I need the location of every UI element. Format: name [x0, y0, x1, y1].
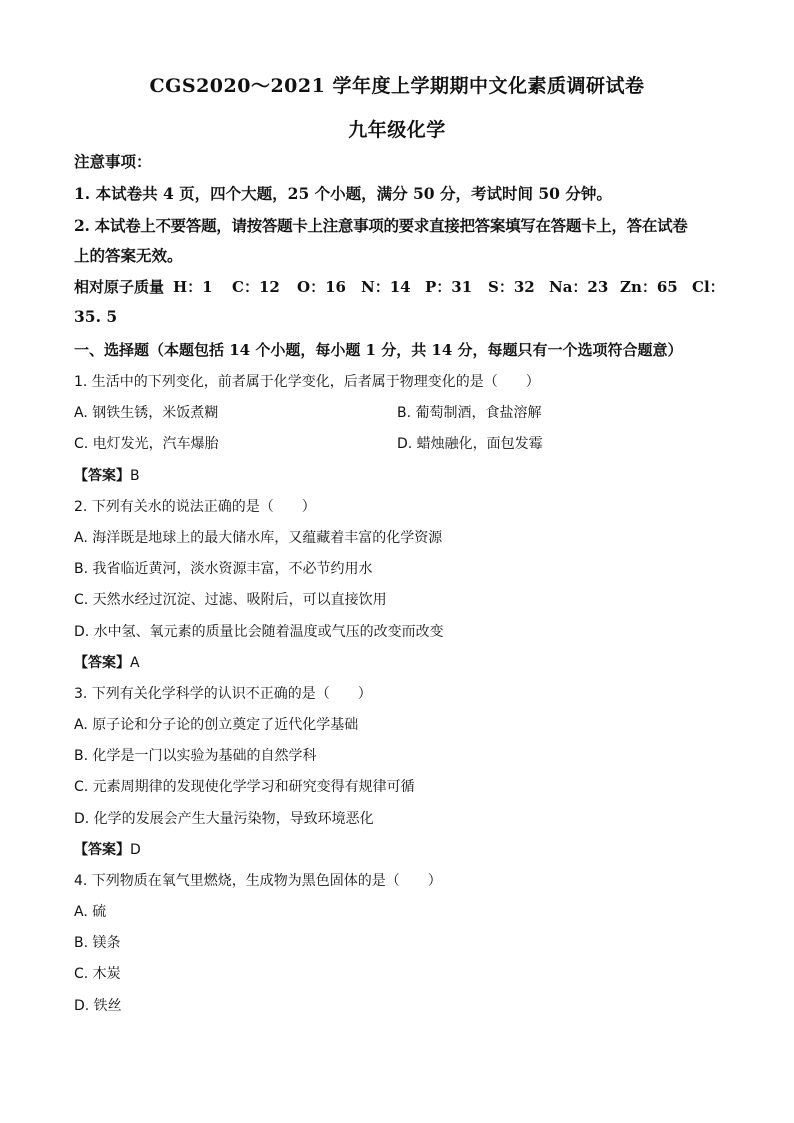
atomic-mass-n: N：14	[361, 278, 411, 296]
answer-value: D	[130, 842, 141, 858]
question-1-stem: 1. 生活中的下列变化，前者属于化学变化，后者属于物理变化的是（ ）	[74, 374, 540, 390]
question-1-option-b: B. 葡萄制酒，食盐溶解	[397, 405, 542, 421]
notice-item-2-line-2: 上的答案无效。	[74, 246, 183, 265]
question-2-option-a: A. 海洋既是地球上的最大储水库，又蕴藏着丰富的化学资源	[74, 530, 443, 546]
atomic-mass-na: Na：23	[549, 278, 609, 296]
answer-value: B	[130, 468, 140, 484]
question-2-answer	[74, 652, 140, 672]
question-1-option-a: A. 钢铁生锈，米饭煮糊	[74, 405, 219, 421]
question-3-option-c: C. 元素周期律的发现使化学学习和研究变得有规律可循	[74, 779, 415, 795]
atomic-mass-label: 相对原子质量	[74, 278, 165, 296]
question-4-option-a: A. 硫	[74, 904, 107, 920]
question-2-option-d: D. 水中氢、氧元素的质量比会随着温度或气压的改变而改变	[74, 624, 444, 640]
question-1-answer	[74, 465, 140, 485]
question-3-answer	[74, 839, 141, 859]
exam-title: CGS2020～2021 学年度上学期期中文化素质调研试卷	[149, 75, 645, 97]
question-3-option-a: A. 原子论和分子论的创立奠定了近代化学基础	[74, 717, 359, 733]
question-4-option-d: D. 铁丝	[74, 998, 122, 1014]
atomic-mass-cl-value: 35. 5	[74, 307, 118, 326]
notice-item-2-line-1: 2. 本试卷上不要答题，请按答题卡上注意事项的要求直接把答案填写在答题卡上，答在试卷	[74, 216, 688, 235]
notice-heading: 注意事项：	[74, 152, 152, 171]
atomic-mass-s: S：32	[488, 278, 535, 296]
question-2-option-b: B. 我省临近黄河，淡水资源丰富，不必节约用水	[74, 561, 373, 577]
atomic-mass-zn: Zn：65	[620, 278, 678, 296]
answer-value: A	[130, 655, 140, 671]
question-3-stem: 3. 下列有关化学科学的认识不正确的是（ ）	[74, 686, 372, 702]
atomic-mass-h: H：1	[173, 278, 213, 296]
question-1-option-c: C. 电灯发光，汽车爆胎	[74, 436, 219, 452]
question-2-stem: 2. 下列有关水的说法正确的是（ ）	[74, 499, 316, 515]
question-4-option-b: B. 镁条	[74, 935, 121, 951]
answer-tag: 【答案】	[74, 468, 130, 484]
question-3-option-d: D. 化学的发展会产生大量污染物，导致环境恶化	[74, 811, 374, 827]
atomic-mass-c: C：12	[232, 278, 280, 296]
question-3-option-b: B. 化学是一门以实验为基础的自然学科	[74, 748, 317, 764]
notice-item-1: 1. 本试卷共 4 页，四个大题，25 个小题，满分 50 分，考试时间 50 分钟。	[74, 184, 612, 203]
question-4-option-c: C. 木炭	[74, 966, 121, 982]
exam-subtitle: 九年级化学	[348, 119, 446, 141]
answer-tag: 【答案】	[74, 842, 130, 858]
atomic-mass-o: O：16	[297, 278, 346, 296]
atomic-mass-p: P：31	[425, 278, 473, 296]
section-1-heading: 一、选择题（本题包括 14 个小题，每小题 1 分，共 14 分，每题只有一个选项符合题意）	[74, 341, 683, 359]
question-2-option-c: C. 天然水经过沉淀、过滤、吸附后，可以直接饮用	[74, 592, 387, 608]
atomic-mass-cl: Cl：	[692, 278, 725, 296]
question-1-option-d: D. 蜡烛融化，面包发霉	[397, 436, 543, 452]
answer-tag: 【答案】	[74, 655, 130, 671]
question-4-stem: 4. 下列物质在氧气里燃烧，生成物为黑色固体的是（ ）	[74, 873, 442, 889]
